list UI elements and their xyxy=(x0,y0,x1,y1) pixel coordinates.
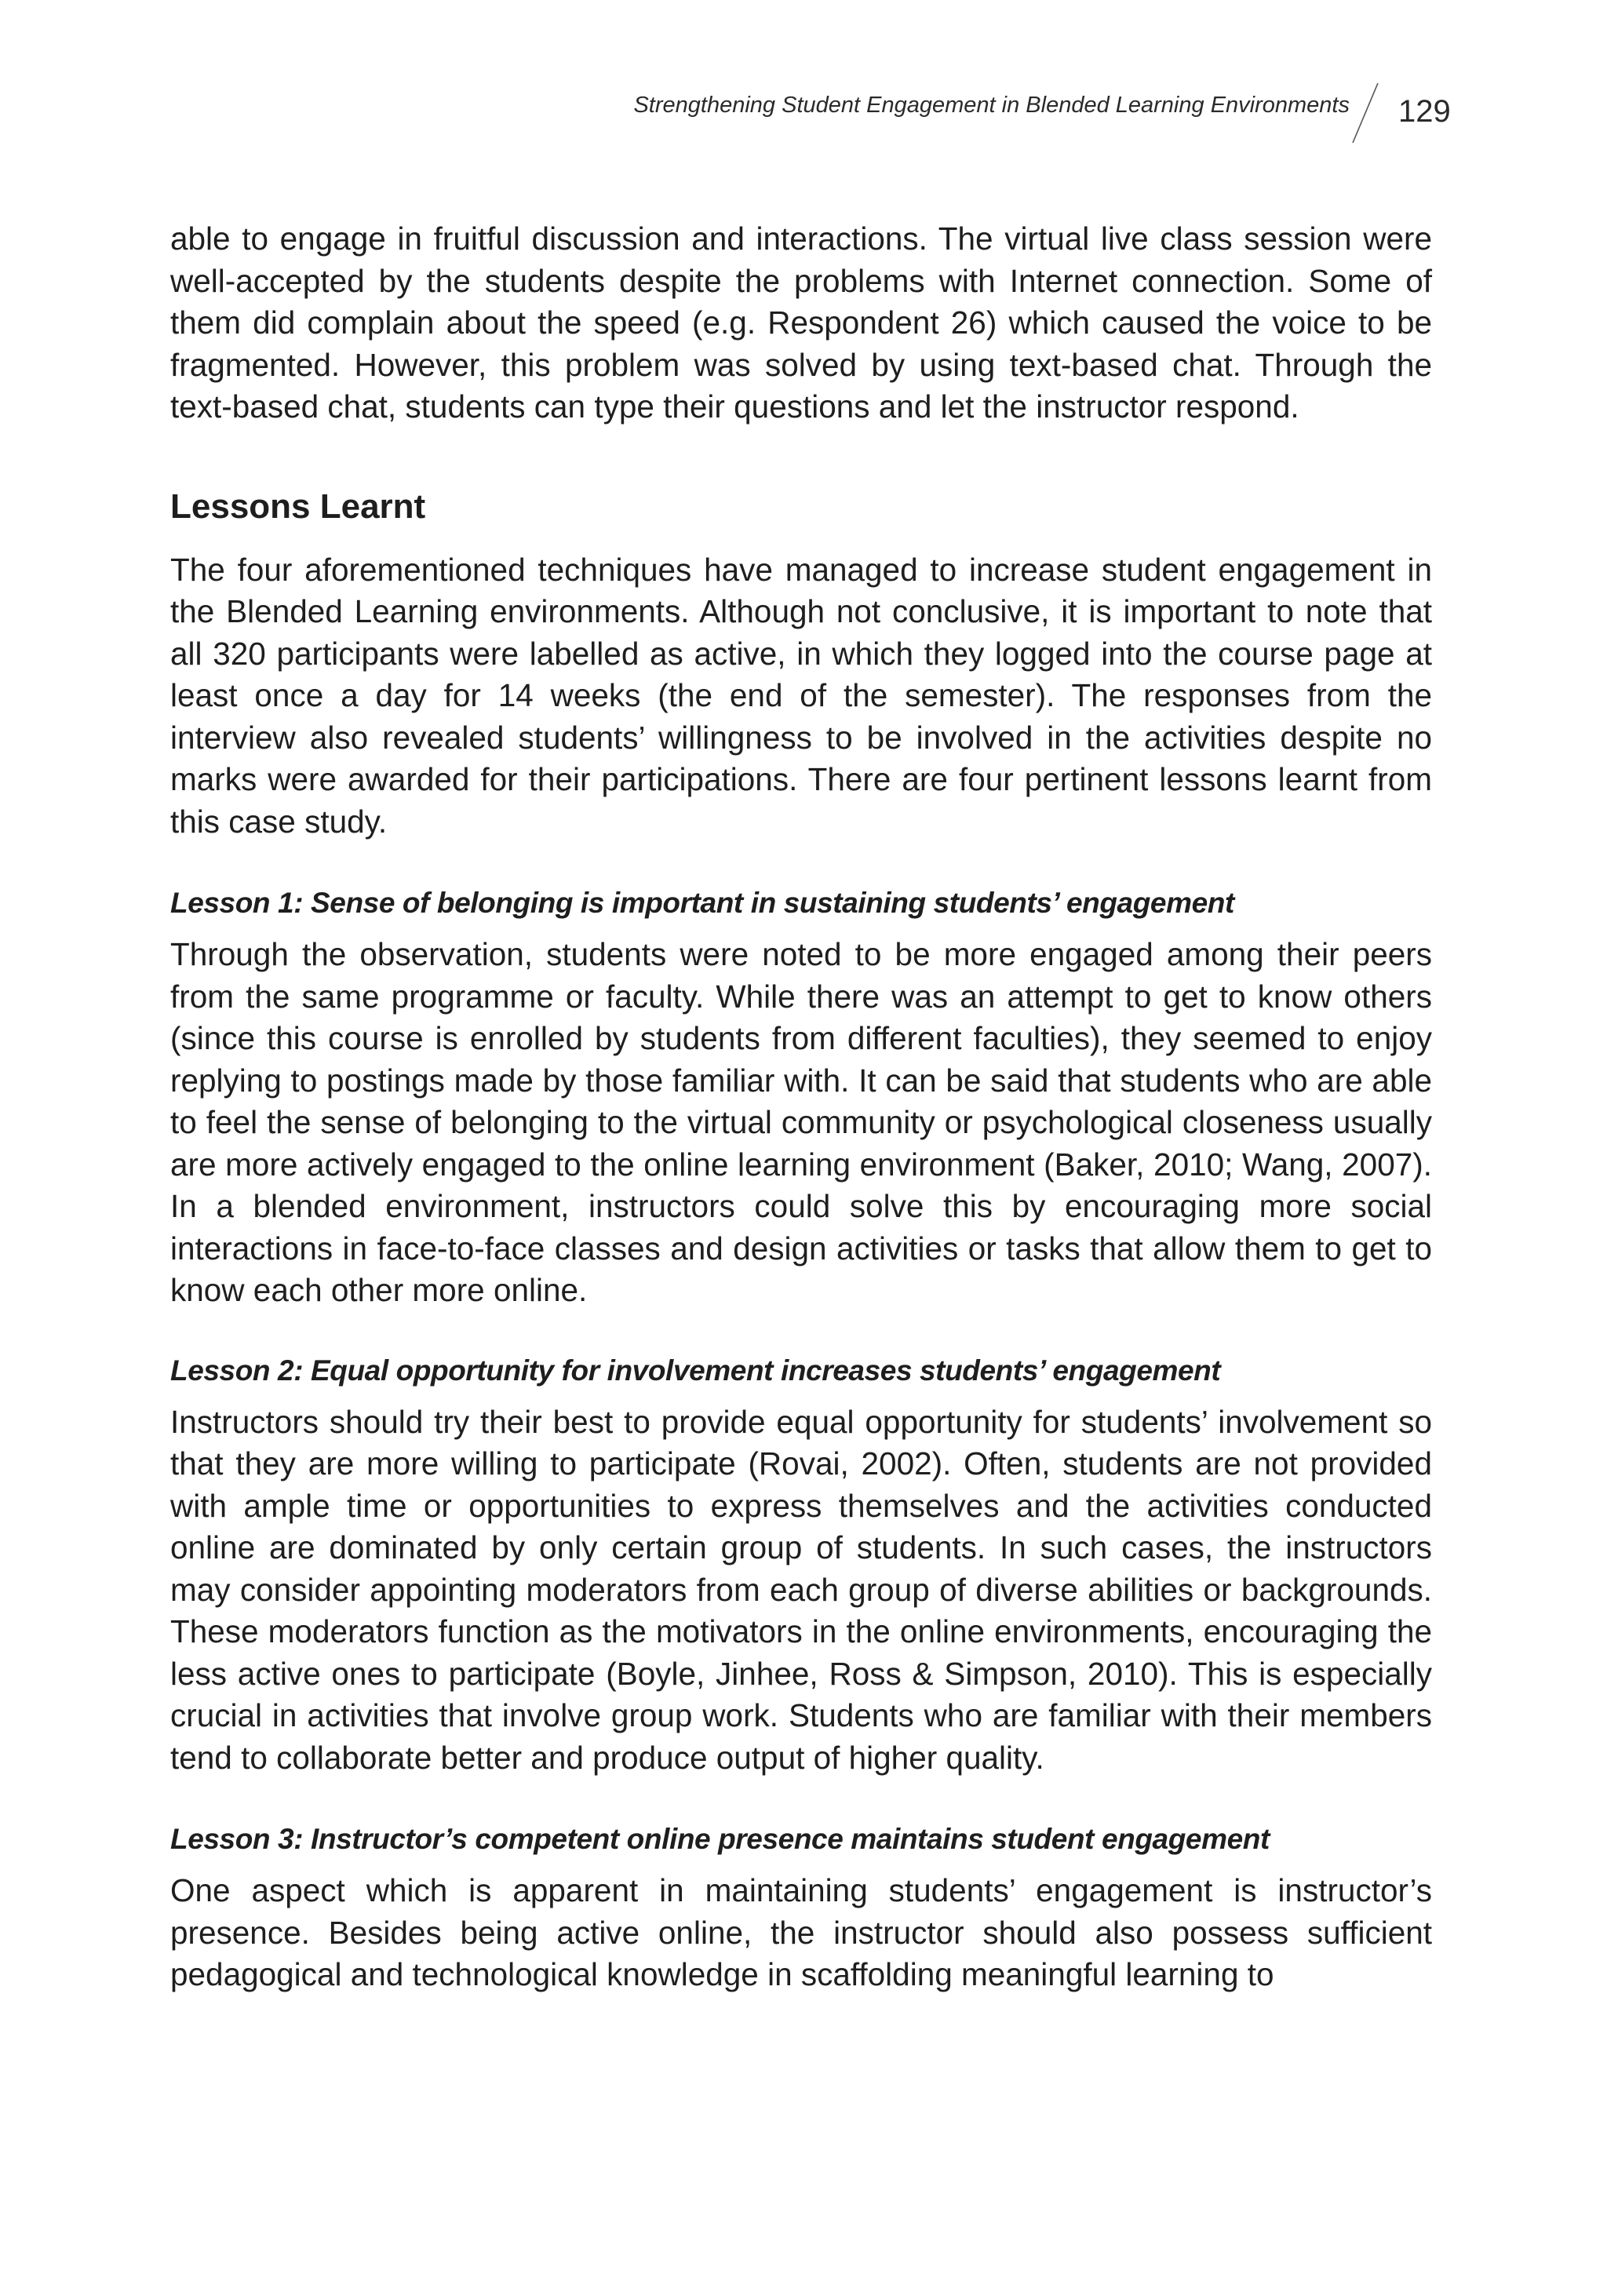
lesson-2-heading: Lesson 2: Equal opportunity for involvement increases students’ engagement xyxy=(170,1354,1221,1387)
intro-paragraph: able to engage in fruitful discussion and interactions. The virtual live class session were well-accepted by the students despite the problems with Internet connection. Some of them did complain about the speed (e.g. Respondent 26) which caused the voice to be fragmented. However, this problem was solved by using text-based chat. Through the text-based chat, students can type their questions and let the instructor respond. xyxy=(170,220,1432,425)
lesson-1-heading: Lesson 1: Sense of belonging is important in sustaining students’ engagement xyxy=(170,887,1234,919)
lesson-3-heading: Lesson 3: Instructor’s competent online presence maintains student engagement xyxy=(170,1823,1270,1855)
header-divider-slash xyxy=(1346,82,1384,144)
running-header-title: Strengthening Student Engagement in Blended Learning Environments xyxy=(633,93,1350,118)
lessons-learnt-paragraph: The four aforementioned techniques have managed to increase student engagement in the Blended Learning environments. Although not conclusive, it is important to note that all 320 participants were labelled as active, in which they logged into the course page at least once a day for 14 weeks (the end of the semester). The responses from the interview also revealed students’ willingness to be involved in the activities despite no marks were awarded for their participations. There are four pertinent lessons learnt from this case study. xyxy=(170,551,1432,840)
lesson-3-paragraph: One aspect which is apparent in maintaining students’ engagement is instructor’s presence. Besides being active online, the instructor should also possess sufficient pedagogical and technological knowledge in scaffolding meaningful learning to xyxy=(170,1872,1432,1992)
body-text-column xyxy=(170,218,1432,1996)
section-heading-lessons-learnt: Lessons Learnt xyxy=(170,487,426,526)
lesson-2-paragraph: Instructors should try their best to provide equal opportunity for students’ involvement so that they are more willing to participate (Rovai, 2002). Often, students are not provided with ample time or opportunities to express themselves and the activities conducted online are dominated by only certain group of students. In such cases, the instructors may consider appointing moderators from each group of diverse abilities or backgrounds. These moderators function as the motivators in the online environments, encouraging the less active ones to participate (Boyle, Jinhee, Ross & Simpson, 2010). This is especially crucial in activities that involve group work. Students who are familiar with their members tend to collaborate better and produce output of higher quality. xyxy=(170,1403,1432,1776)
lesson-1-paragraph: Through the observation, students were noted to be more engaged among their peers from the same programme or faculty. While there was an attempt to get to know others (since this course is enrolled by students from different faculties), they seemed to enjoy replying to postings made by those familiar with. It can be said that students who are able to feel the sense of belonging to the virtual community or psychological closeness usually are more actively engaged to the online learning environment (Baker, 2010; Wang, 2007). In a blended environment, instructors could solve this by encouraging more social interactions in face-to-face classes and design activities or tasks that allow them to get to know each other more online. xyxy=(170,936,1432,1308)
page-number: 129 xyxy=(1398,94,1451,129)
